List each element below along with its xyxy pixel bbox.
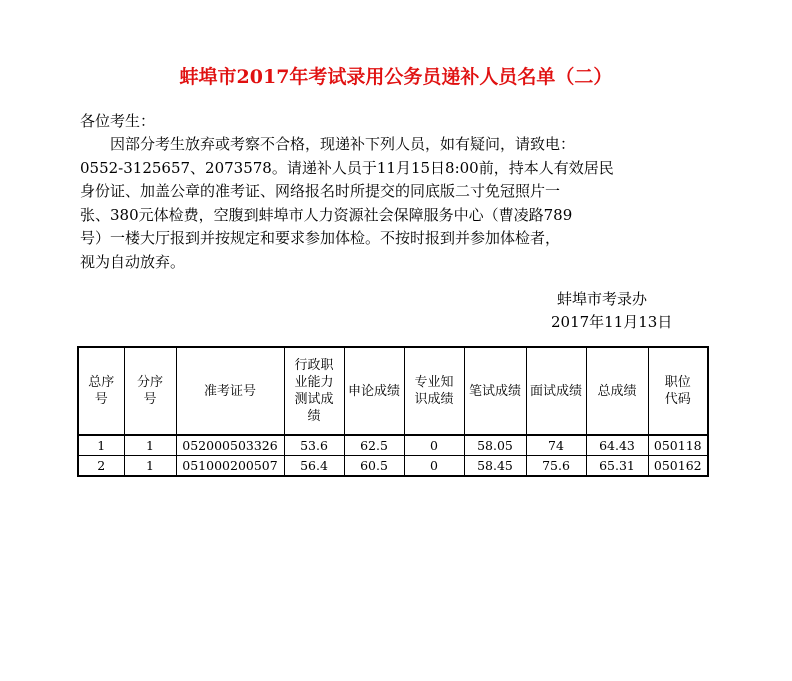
header-sub-seq: 分序号 xyxy=(124,347,176,435)
cell-total-score: 65.31 xyxy=(586,456,648,477)
cell-aptitude-score: 53.6 xyxy=(284,435,344,456)
cell-written-score: 58.45 xyxy=(464,456,526,477)
cell-essay-score: 62.5 xyxy=(344,435,404,456)
table-header-row xyxy=(78,347,708,435)
notice-line: 视为自动放弃。 xyxy=(80,252,186,271)
notice-line: 号）一楼大厅报到并按规定和要求参加体检。不按时报到并参加体检者， xyxy=(80,229,561,247)
cell-total-seq: 2 xyxy=(78,456,124,477)
cell-professional-score: 0 xyxy=(404,435,464,456)
cell-written-score: 58.05 xyxy=(464,435,526,456)
header-written-score: 笔试成绩 xyxy=(464,347,526,435)
signature-org: 蚌埠市考录办 xyxy=(557,290,648,308)
results-table xyxy=(77,346,709,477)
signature-date: 2017年11月13日 xyxy=(551,313,673,331)
cell-interview-score: 74 xyxy=(526,435,586,456)
cell-exam-number: 052000503326 xyxy=(176,435,284,456)
header-total-seq: 总序号 xyxy=(78,347,124,435)
cell-total-score: 64.43 xyxy=(586,435,648,456)
cell-interview-score: 75.6 xyxy=(526,456,586,477)
header-exam-number: 准考证号 xyxy=(176,347,284,435)
cell-position-code: 050118 xyxy=(648,435,708,456)
header-professional-score: 专业知识成绩 xyxy=(404,347,464,435)
cell-total-seq: 1 xyxy=(78,435,124,456)
cell-position-code: 050162 xyxy=(648,456,708,477)
notice-line: 0552-3125657、2073578。请递补人员于11月15日8:00前，持本人有效居民 xyxy=(80,158,614,177)
header-interview-score: 面试成绩 xyxy=(526,347,586,435)
header-total-score: 总成绩 xyxy=(586,347,648,435)
cell-sub-seq: 1 xyxy=(124,456,176,477)
cell-exam-number: 051000200507 xyxy=(176,456,284,477)
table-row xyxy=(78,456,708,477)
notice-line: 张、380元体检费，空腹到蚌埠市人力资源社会保障服务中心（曹凌路789 xyxy=(80,205,573,224)
page-title: 蚌埠市2017年考试录用公务员递补人员名单（二） xyxy=(179,66,613,88)
cell-essay-score: 60.5 xyxy=(344,456,404,477)
header-aptitude-score: 行政职业能力测试成绩 xyxy=(284,347,344,435)
cell-professional-score: 0 xyxy=(404,456,464,477)
greeting: 各位考生： xyxy=(80,112,156,130)
notice-line: 因部分考生放弃或考察不合格，现递补下列人员，如有疑问，请致电： xyxy=(110,135,576,153)
cell-aptitude-score: 56.4 xyxy=(284,456,344,477)
header-position-code: 职位代码 xyxy=(648,347,708,435)
header-essay-score: 申论成绩 xyxy=(344,347,404,435)
table-row xyxy=(78,435,708,456)
cell-sub-seq: 1 xyxy=(124,435,176,456)
notice-paragraph xyxy=(80,133,716,274)
notice-line: 身份证、加盖公章的准考证、网络报名时所提交的同底版二寸免冠照片一 xyxy=(80,182,561,200)
